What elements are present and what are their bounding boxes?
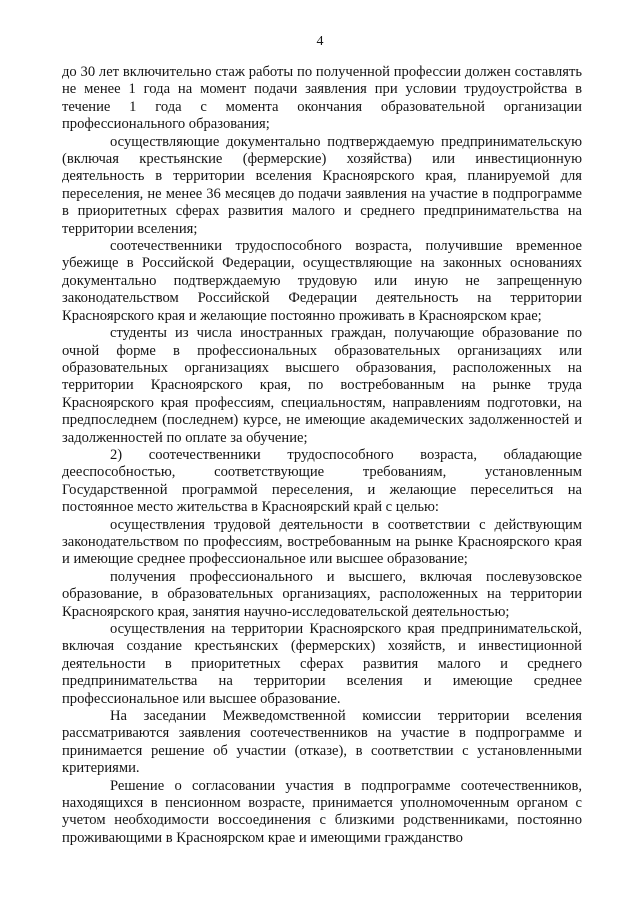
page-number: 4 <box>316 34 324 49</box>
paragraph-6: осуществления трудовой деятельности в соответствии с действующим законодательством по профессиям, востребованным на рынке Красноярского края и имеющие среднее профессиональное или высшее образование; <box>62 516 582 568</box>
paragraph-1: до 30 лет включительно стаж работы по полученной профессии должен составлять не менее 1 года на момент подачи заявления при условии трудоустройства в течение 1 года с момента окончания образовательной организации профессионального образования; <box>62 64 582 133</box>
paragraph-10: Решение о согласовании участия в подпрограмме соотечественников, находящихся в пенсионном возрасте, принимается уполномоченным органом с учетом необходимости воссоединения с близкими родственниками, постоянно проживающими в Красноярском крае и имеющими гражданство <box>62 777 582 846</box>
paragraph-2: осуществляющие документально подтверждаемую предпринимательскую (включая крестьянские (фермерские) хозяйства) или инвестиционную деятельность в территории вселения Красноярского края, планируемой для переселения, не менее 36 месяцев до подачи заявления на участие в подпрограмме в приоритетных сферах развития малого и среднего предпринимательства на территории вселения; <box>62 133 582 237</box>
paragraph-3: соотечественники трудоспособного возраста, получившие временное убежище в Российской Федерации, осуществляющие на законных основаниях документально подтверждаемую трудовую или иную не запрещенную законодательством Российской Федерации деятельность на территории Красноярского края и желающие постоянно проживать в Красноярском крае; <box>62 238 582 324</box>
paragraph-5: 2) соотечественники трудоспособного возраста, обладающие дееспособностью, соответствующие требованиям, установленным Государственной программой переселения, и желающие переселиться на постоянное место жительства в Красноярский край с целью: <box>62 446 582 516</box>
paragraph-9: На заседании Межведомственной комиссии территории вселения рассматриваются заявления соотечественников на участие в подпрограмме и принимается решение об участии (отказе), в соответствии с установленными критериями. <box>62 708 582 777</box>
paragraph-7: получения профессионального и высшего, включая послевузовское образование, в образовательных организациях, расположенных на территории Красноярского края, занятия научно-исследовательской деятельностью; <box>62 568 582 620</box>
paragraph-8: осуществления на территории Красноярского края предпринимательской, включая создание крестьянских (фермерских) хозяйств, и инвестиционной деятельности в приоритетных сферах развития малого и среднего предпринимательства на территории вселения и имеющие среднее профессиональное или высшее образование. <box>62 621 582 707</box>
document-body <box>62 64 582 847</box>
paragraph-4: студенты из числа иностранных граждан, получающие образование по очной форме в профессиональных образовательных организациях или образовательных организациях высшего образования, расположенных на территории Красноярского края, по востребованным на рынке труда Красноярского края профессиям, специальностям, направлениям подготовки, на предпоследнем (последнем) курсе, не имеющие академических задолженностей и задолженностей по оплате за обучение; <box>62 325 582 446</box>
